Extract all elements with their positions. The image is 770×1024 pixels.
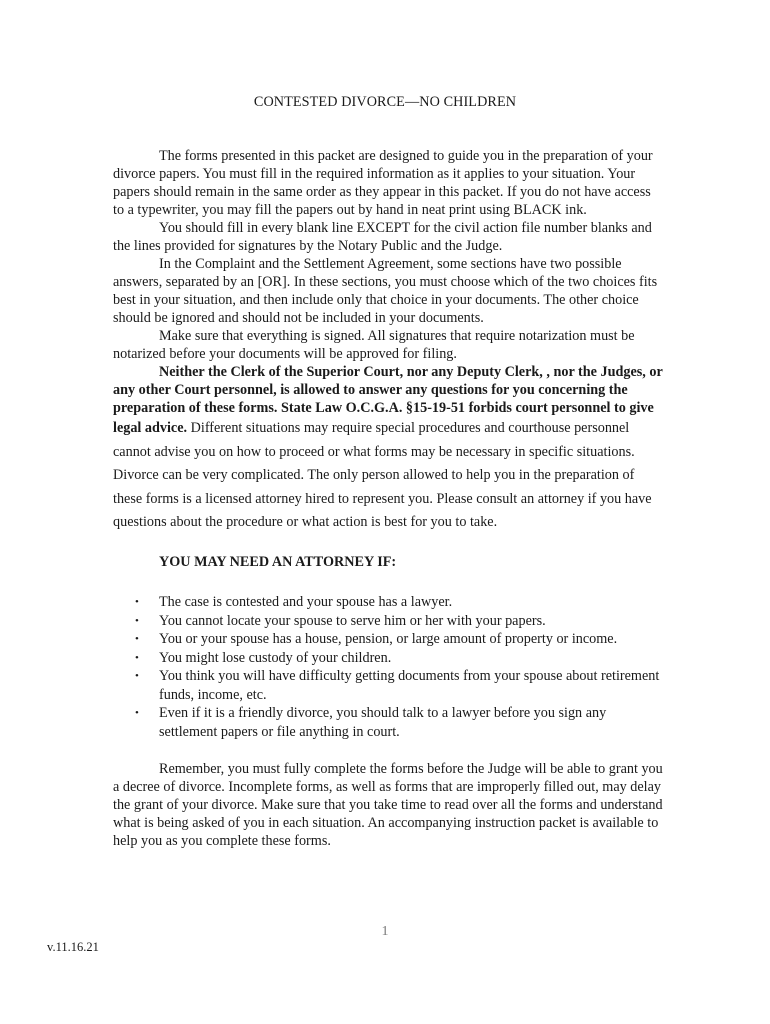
intro-paragraph: The forms presented in this packet are designed to guide you in the preparation of your divorce papers. You must fill in the required information as it applies to your situation. Your papers should remain in the same order as they appear in this packet. If you do not have access to a typewriter, you may fill the papers out by hand in neat print using BLACK ink. — [113, 148, 653, 218]
attorney-reasons-list — [113, 593, 663, 741]
signature-paragraph: Make sure that everything is signed. All signatures that require notarization must be notarized before your documents will be approved for filing. — [113, 328, 635, 362]
list-item: • The case is contested and your spouse has a lawyer. — [135, 594, 453, 610]
closing-paragraph: Remember, you must fully complete the forms before the Judge will be able to grant you a decree of divorce. Incomplete forms, as well as forms that are improperly filled out, may delay the grant of your divorce. Make sure that you take time to read over all the forms and understand what is being asked of you in each situation. An accompanying instruction packet is available to help you as you complete these forms. — [113, 761, 663, 849]
list-item: • You might lose custody of your children. — [135, 649, 392, 666]
attorney-heading: YOU MAY NEED AN ATTORNEY IF: — [159, 554, 397, 570]
bullet-icon: • — [135, 707, 139, 719]
or-choices-paragraph: In the Complaint and the Settlement Agreement, some sections have two possible answers, separated by an [OR]. In these sections, you must choose which of the two choices fits best in your situation, and then include only that choice in your documents. The other choice should be ignored and should not be included in your documents. — [113, 256, 658, 326]
bullet-icon: • — [135, 596, 139, 608]
instructions-body — [113, 147, 663, 535]
list-item: • Even if it is a friendly divorce, you should talk to a lawyer before you sign any settlement papers or file anything in court. — [135, 705, 607, 740]
court-personnel-warning — [113, 363, 663, 535]
warning-detail-text: Different situations may require special procedures and courthouse personnel cannot advise you on how to proceed or what forms may be necessary in specific situations. Divorce can be very complicated. The only person allowed to help you in the preparation of these forms is a licensed attorney hired to represent you. Please consult an attorney if you have questions about the procedure or what action is best for you to take. — [113, 420, 652, 530]
bullet-icon: • — [135, 651, 139, 664]
list-item: • You or your spouse has a house, pension, or large amount of property or income. — [135, 631, 618, 647]
warning-bold-text: Neither the Clerk of the Superior Court, nor any Deputy Clerk, , nor the Judges, or any other Court personnel, is allowed to answer any questions for you concerning the preparation of these forms. State Law O.C.G.A. §15-19-51 forbids court personnel to give legal advice. — [113, 364, 663, 436]
bullet-icon: • — [135, 670, 139, 682]
bullet-icon: • — [135, 633, 139, 645]
document-title: CONTESTED DIVORCE—NO CHILDREN — [253, 94, 517, 110]
page-number: 1 — [381, 924, 389, 939]
fill-blanks-paragraph: You should fill in every blank line EXCEPT for the civil action file number blanks and the lines provided for signatures by the Notary Public and the Judge. — [113, 220, 652, 254]
list-item: • You think you will have difficulty getting documents from your spouse about retirement funds, income, etc. — [135, 668, 660, 703]
list-item: • You cannot locate your spouse to serve him or her with your papers. — [135, 612, 546, 629]
bullet-icon: • — [135, 614, 139, 627]
version-label: v.11.16.21 — [47, 940, 99, 954]
